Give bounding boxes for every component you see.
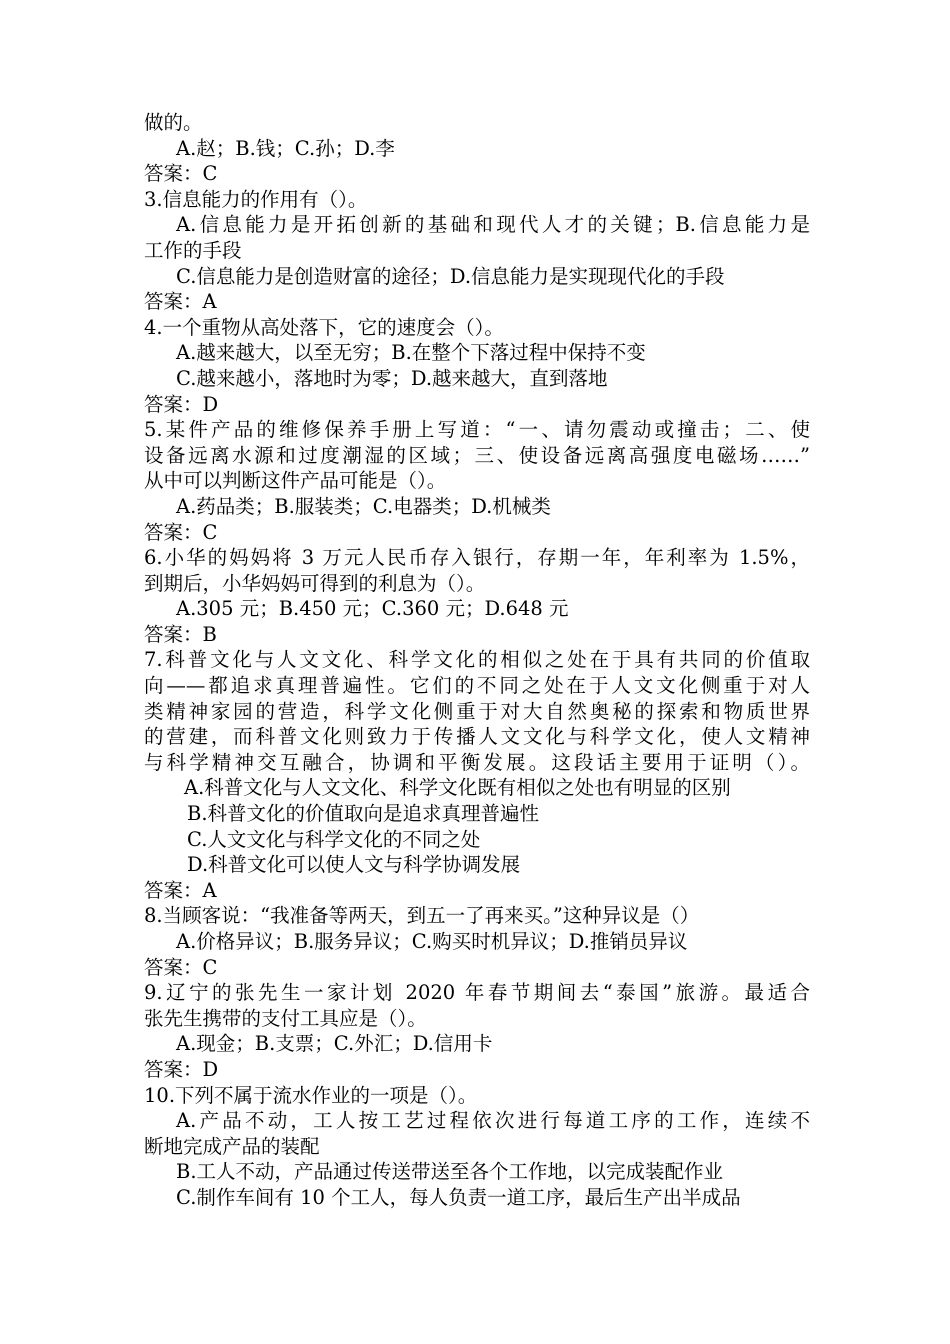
- question-line: 7.科普文化与人文文化、科学文化的相似之处在于具有共同的价值取: [144, 648, 810, 672]
- answer-line: 答案：A: [144, 878, 217, 902]
- text-line: 向——都追求真理普遍性。它们的不同之处在于人文文化侧重于对人: [144, 674, 810, 698]
- text-line: 的营建，而科普文化则致力于传播人文文化与科学文化，使人文精神: [144, 725, 810, 749]
- option-line: A.越来越大，以至无穷；B.在整个下落过程中保持不变: [176, 341, 646, 365]
- option-line: C.信息能力是创造财富的途径；D.信息能力是实现现代化的手段: [176, 264, 725, 288]
- text-line: 断地完成产品的装配: [144, 1134, 320, 1158]
- option-line: C.人文文化与科学文化的不同之处: [187, 827, 481, 851]
- answer-line: 答案：C: [144, 162, 218, 186]
- question-line: 5.某件产品的维修保养手册上写道：“一、请勿震动或撞击；二、使: [144, 418, 810, 442]
- option-line: C.制作车间有 10 个工人，每人负责一道工序，最后生产出半成品: [176, 1185, 741, 1209]
- option-line: A.药品类；B.服装类；C.电器类；D.机械类: [176, 494, 551, 518]
- text-line: 张先生携带的支付工具应是（）。: [144, 1006, 427, 1030]
- answer-line: 答案：B: [144, 622, 217, 646]
- text-line: 做的。: [144, 111, 203, 134]
- option-line: D.科普文化可以使人文与科学协调发展: [187, 853, 521, 877]
- option-line: C.越来越小，落地时为零；D.越来越大，直到落地: [176, 366, 608, 390]
- option-line: A.现金；B.支票；C.外汇；D.信用卡: [176, 1032, 493, 1056]
- answer-line: 答案：D: [144, 392, 219, 416]
- question-line: 3.信息能力的作用有（）。: [144, 187, 368, 211]
- option-line: A.价格异议；B.服务异议；C.购买时机异议；D.推销员异议: [176, 930, 688, 953]
- option-line: B.工人不动，产品通过传送带送至各个工作地，以完成装配作业: [176, 1160, 724, 1184]
- option-line: A.305 元；B.450 元；C.360 元；D.648 元: [176, 597, 569, 621]
- text-line: 类精神家园的营造，科学文化侧重于对大自然奥秘的探索和物质世界: [144, 699, 810, 723]
- option-line: A.产品不动，工人按工艺过程依次进行每道工序的工作，连续不: [176, 1109, 810, 1133]
- option-line: A.赵；B.钱；C.孙；D.李: [176, 136, 395, 160]
- option-line: B.科普文化的价值取向是追求真理普遍性: [187, 802, 540, 826]
- text-line: 设备远离水源和过度潮湿的区域；三、使设备远离高强度电磁场……”: [144, 443, 810, 467]
- document-body: [144, 110, 810, 1211]
- option-line: A.科普文化与人文文化、科学文化既有相似之处也有明显的区别: [184, 776, 731, 800]
- answer-line: 答案：C: [144, 520, 218, 544]
- answer-line: 答案：A: [144, 290, 217, 314]
- text-line: 工作的手段: [144, 238, 242, 262]
- answer-line: 答案：C: [144, 955, 218, 979]
- question-line: 10.下列不属于流水作业的一项是（）。: [144, 1083, 478, 1107]
- text-line: 从中可以判断这件产品可能是（）。: [144, 469, 447, 493]
- option-line: A.信息能力是开拓创新的基础和现代人才的关键；B.信息能力是: [176, 213, 810, 237]
- answer-line: 答案：D: [144, 1057, 219, 1081]
- question-line: 6.小华的妈妈将 3 万元人民币存入银行，存期一年，年利率为 1.5%，: [144, 546, 810, 570]
- question-line: 9.辽宁的张先生一家计划 2020 年春节期间去“泰国”旅游。最适合: [144, 981, 810, 1005]
- text-line: 与科学精神交互融合，协调和平衡发展。这段话主要用于证明（）。: [144, 750, 810, 774]
- text-line: 到期后，小华妈妈可得到的利息为（）。: [144, 571, 486, 595]
- question-line: 8.当顾客说：“我准备等两天，到五一了再来买。”这种异议是（）: [144, 904, 700, 928]
- question-line: 4.一个重物从高处落下，它的速度会（）。: [144, 315, 504, 339]
